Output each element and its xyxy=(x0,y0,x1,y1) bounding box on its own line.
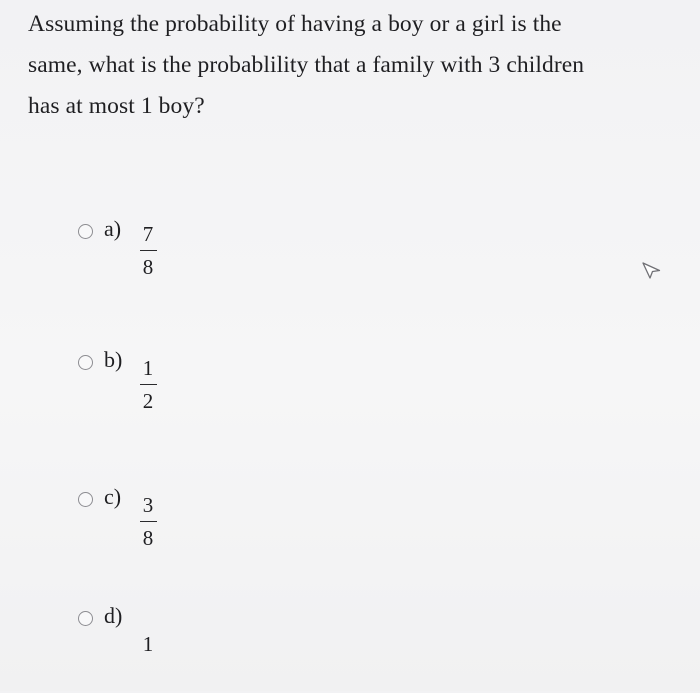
option-a-fraction xyxy=(136,223,160,278)
fraction-bar xyxy=(140,384,157,385)
question-line-1: Assuming the probability of having a boy or a girl is the xyxy=(28,11,562,37)
question-line-3: has at most 1 boy? xyxy=(28,93,205,119)
option-b-fraction xyxy=(136,357,160,412)
option-a[interactable] xyxy=(78,213,278,303)
option-c-denominator: 8 xyxy=(142,526,154,551)
option-c[interactable] xyxy=(78,484,278,574)
option-b-label: b) xyxy=(104,347,123,372)
option-d-label: d) xyxy=(104,603,123,628)
option-c-fraction xyxy=(136,494,160,549)
question-line-2: same, what is the probablility that a family with 3 children xyxy=(28,52,585,78)
radio-c-icon[interactable] xyxy=(78,492,93,507)
option-d-value: 1 xyxy=(142,632,154,656)
option-d[interactable] xyxy=(78,603,278,693)
option-c-label: c) xyxy=(104,484,122,509)
option-a-denominator: 8 xyxy=(142,255,154,280)
question-text xyxy=(28,4,668,127)
option-b-denominator: 2 xyxy=(142,389,154,414)
option-b-numerator: 1 xyxy=(142,356,154,380)
option-a-numerator: 7 xyxy=(142,222,154,246)
fraction-bar xyxy=(140,250,157,251)
radio-a-icon[interactable] xyxy=(78,224,93,239)
fraction-bar xyxy=(140,521,157,522)
option-a-label: a) xyxy=(104,216,122,241)
option-c-numerator: 3 xyxy=(142,493,154,517)
option-b[interactable] xyxy=(78,347,278,437)
radio-d-icon[interactable] xyxy=(78,611,93,626)
mouse-pointer-icon xyxy=(640,258,664,282)
radio-b-icon[interactable] xyxy=(78,355,93,370)
